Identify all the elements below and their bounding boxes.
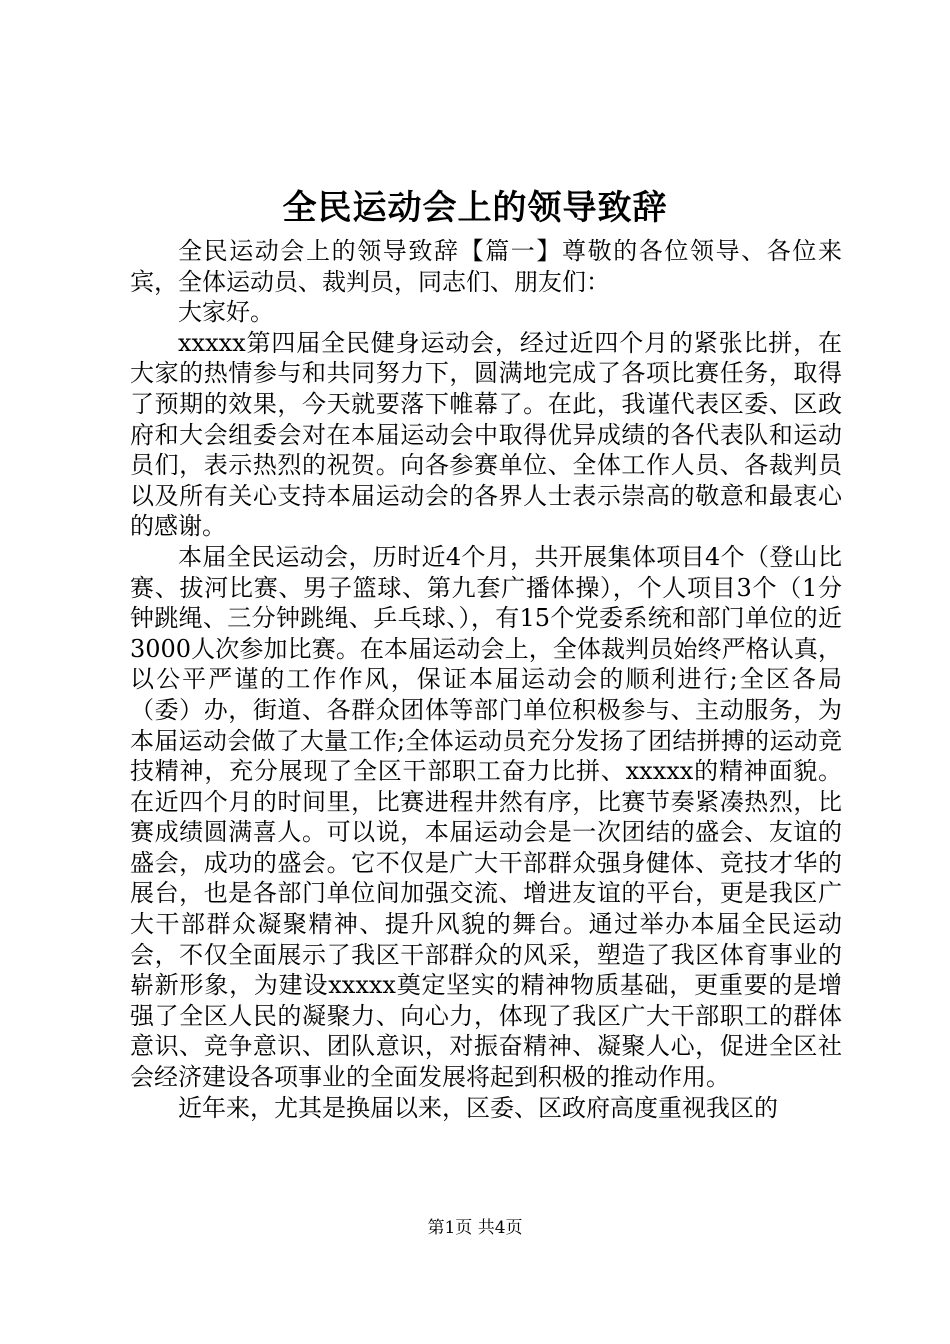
document-title: 全民运动会上的领导致辞 bbox=[282, 188, 668, 228]
paragraph-closing-thanks: xxxxx第四届全民健身运动会，经过近四个月的紧张比拼，在大家的热情参与和共同努力下，圆满地完成了各项比赛任务，取得了预期的效果，今天就要落下帷幕了。在此，我谨代表区委、区政府和大会组委会对在本届运动会中取得优异成绩的各代表队和运动员们，表示热烈的祝贺。向各参赛单位、全体工作人员、各裁判员以及所有关心支持本届运动会的各界人士表示崇高的敬意和最衷心的感谢。 bbox=[130, 328, 842, 541]
paragraph-greeting: 全民运动会上的领导致辞【篇一】尊敬的各位领导、各位来宾，全体运动员、裁判员，同志们、朋友们： bbox=[130, 237, 842, 296]
document-body bbox=[130, 236, 842, 1123]
page-number-footer: 第1页 共4页 bbox=[427, 1218, 523, 1238]
paragraph-hello: 大家好。 bbox=[178, 298, 274, 327]
paragraph-event-summary: 本届全民运动会，历时近4个月，共开展集体项目4个（登山比赛、拔河比赛、男子篮球、第九套广播体操），个人项目3个（1分钟跳绳、三分钟跳绳、乒乓球、），有15个党委系统和部门单位的近3000人次参加比赛。在本届运动会上，全体裁判员始终严格认真，以公平严谨的工作作风，保证本届运动会的顺利进行;全区各局（委）办，街道、各群众团体等部门单位积极参与、主动服务，为本届运动会做了大量工作;全体运动员充分发扬了团结拼搏的运动竞技精神，充分展现了全区干部职工奋力比拼、xxxxx的精神面貌。在近四个月的时间里，比赛进程井然有序，比赛节奏紧凑热烈，比赛成绩圆满喜人。可以说，本届运动会是一次团结的盛会、友谊的盛会，成功的盛会。它不仅是广大干部群众强身健体、竞技才华的展台，也是各部门单位间加强交流、增进友谊的平台，更是我区广大干部群众凝聚精神、提升风貌的舞台。通过举办本届全民运动会，不仅全面展示了我区干部群众的风采，塑造了我区体育事业的崭新形象，为建设xxxxx奠定坚实的精神物质基础，更重要的是增强了全区人民的凝聚力、向心力，体现了我区广大干部职工的群体意识、竞争意识、团队意识，对振奋精神、凝聚人心，促进全区社会经济建设各项事业的全面发展将起到积极的推动作用。 bbox=[130, 542, 842, 1092]
paragraph-recent-years: 近年来，尤其是换届以来，区委、区政府高度重视我区的 bbox=[178, 1093, 778, 1122]
